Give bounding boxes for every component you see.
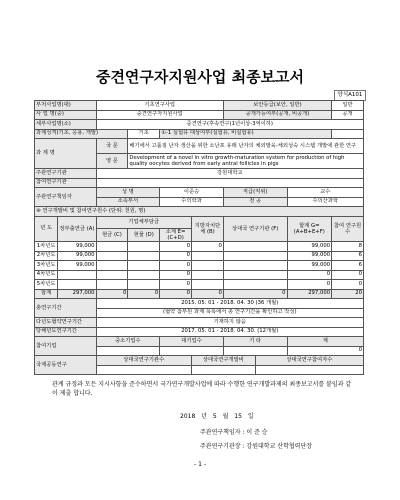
budget-cell-year: 2차년도: [35, 251, 58, 261]
budget-cell-year: 1차년도: [35, 242, 58, 252]
budget-cell-other: [223, 270, 287, 280]
budget-cell-people: 0: [332, 280, 364, 290]
period-year-value: 2017. 05. 01 - 2018. 04. 30. (12개월): [96, 327, 363, 337]
security-label: 보안등급(보안, 일반): [223, 101, 331, 111]
intl-c2-value: [192, 365, 256, 375]
animal-label: ①-1 실험유 대상여부(실험유, 비실험유): [160, 129, 332, 139]
name-label: 성 명: [96, 188, 160, 198]
english-title-value: Development of a novel in vitro growth-maturation system for production of high quality oocytes derived from early antral follicles in pigs: [128, 154, 364, 169]
row-field: [35, 129, 364, 139]
col-year: 년 도: [35, 216, 58, 242]
budget-cell-year: 3차년도: [35, 261, 58, 271]
row-period-total: [35, 299, 364, 309]
company-large: 대기업수: [160, 337, 224, 347]
budget-row: [35, 251, 364, 261]
row-detail: [35, 120, 364, 130]
company-label: 참여기업: [35, 337, 97, 356]
budget-cell-sub: 0: [160, 261, 192, 271]
budget-cell-year: 4차년도: [35, 270, 58, 280]
budget-cell-year: 5차년도: [35, 280, 58, 290]
budget-cell-sub: 0: [160, 270, 192, 280]
position-value: 교수: [287, 188, 363, 198]
col-company-group: 기업체부담금: [96, 216, 191, 228]
budget-cell-local: [192, 261, 224, 271]
budget-cell-sub: 0: [160, 280, 192, 290]
budget-cell-total: 0: [287, 270, 332, 280]
detail-value: 중견연구(후속연구(1년이상-3억이하): [96, 120, 363, 130]
company-large-value: [160, 346, 224, 356]
report-form-table: [34, 100, 364, 375]
company-sme: 중소기업수: [96, 337, 160, 347]
row-project: [35, 110, 364, 120]
company-sum-value: 0: [287, 346, 363, 356]
dept-value: 수의학과: [160, 197, 224, 207]
period-plan-value: 기재하지 않음: [96, 318, 363, 328]
col-cash: 현금 (C): [96, 228, 128, 242]
budget-cell-other: [223, 280, 287, 290]
budget-cell-total: 99,000: [287, 242, 332, 252]
budget-cell-cash: [96, 270, 128, 280]
budget-header-1: [35, 216, 364, 228]
budget-cell-people: 8: [332, 242, 364, 252]
budget-cell-inkind: [128, 261, 160, 271]
total-people: 20: [332, 289, 364, 299]
row-researcher-name: [35, 188, 364, 198]
public-label: 공개가능여부(공개, 비공개): [223, 110, 331, 120]
budget-cell-total: 0: [287, 280, 332, 290]
taskname-label: 과 제 명: [35, 139, 97, 169]
budget-row: [35, 270, 364, 280]
row-company-head: [35, 337, 364, 347]
budget-row: [35, 280, 364, 290]
budget-cell-gov: 99,000: [58, 242, 96, 252]
form-number: 양식A101: [334, 90, 366, 101]
budget-cell-inkind: [128, 242, 160, 252]
period-plan-label: 다년도협약연구기간: [35, 318, 97, 328]
total-other: 0: [223, 289, 287, 299]
budget-cell-inkind: [128, 251, 160, 261]
inst-label: 주관연구기관: [35, 169, 97, 179]
partner-label: 참여연구기관: [35, 178, 97, 188]
budget-cell-cash: [96, 242, 128, 252]
report-title: 중견연구자지원사업 최종보고서: [95, 68, 305, 86]
company-sum: 계: [287, 337, 363, 347]
dept-label: 소속부서: [96, 197, 160, 207]
row-intl-head: [35, 356, 364, 366]
row-partner: [35, 178, 364, 188]
budget-cell-total: 99,000: [287, 251, 332, 261]
intl-c3-value: [255, 365, 363, 375]
signature-researcher: 주관연구책임자 : 이 준 승: [200, 429, 268, 436]
period-total-label: 총연구기간: [35, 299, 97, 318]
detail-label: 세부사업명(소): [35, 120, 97, 130]
submission-date: 2018 년 5 월 15 일: [180, 413, 254, 420]
budget-cell-local: [192, 280, 224, 290]
intl-c1-value: [96, 365, 191, 375]
total-year: 합계: [35, 289, 58, 299]
inst-value: 강원대학교: [96, 169, 363, 179]
signature-institution: 주관연구기관장 : 강원대학교 산학협력단장: [200, 443, 313, 450]
budget-cell-cash: [96, 251, 128, 261]
row-bizname: [35, 101, 364, 111]
col-total: 합계 G=(A+B+E+F): [287, 216, 332, 242]
company-etc-value: [223, 346, 287, 356]
field-value: 기초: [128, 129, 160, 139]
project-label: 사 업 명(중): [35, 110, 97, 120]
budget-cell-people: 0: [332, 270, 364, 280]
budget-cell-cash: [96, 280, 128, 290]
budget-cell-inkind: [128, 270, 160, 280]
budget-cell-total: 99,000: [287, 261, 332, 271]
position-label: 직급(직위): [223, 188, 287, 198]
budget-title: ⑧ 연구개발비 및 참여연구원수 (단위: 천원, 명): [35, 207, 364, 217]
total-local: 0: [192, 289, 224, 299]
col-gov: 정부출연금 (A): [58, 216, 96, 242]
total-gov: 297,000: [58, 289, 96, 299]
total-cash: 0: [96, 289, 128, 299]
budget-cell-gov: [58, 280, 96, 290]
budget-row: [35, 261, 364, 271]
period-total-value: 2015. 05. 01 - 2018. 04. 30 (36 개월): [96, 299, 363, 309]
row-period-plan: [35, 318, 364, 328]
row-inst: [35, 169, 364, 179]
budget-row: [35, 242, 364, 252]
budget-cell-local: [192, 251, 224, 261]
col-people: 참여 연구원수: [332, 216, 364, 242]
page-number: - 1 -: [194, 461, 206, 468]
budget-cell-other: [223, 242, 287, 252]
budget-cell-people: 6: [332, 261, 364, 271]
budget-cell-sub: 0: [160, 251, 192, 261]
intl-c2: 상대국연구개발비: [192, 356, 256, 366]
total-sub: 0: [160, 289, 192, 299]
public-value: 공개: [332, 110, 364, 120]
intl-c1: 상대국연구기관수: [96, 356, 191, 366]
major-value: 수의산과학: [287, 197, 363, 207]
col-inkind: 현물 (D): [128, 228, 160, 242]
period-total-note: (협약 참부된 과제 목록에서 총 연구기간을 확인하고 작성): [96, 308, 363, 318]
bizname-label: 부처사업명(대): [35, 101, 97, 111]
english-label: 영 문: [96, 154, 128, 169]
submission-statement: 관계 규정과 모든 지시사항을 준수하면서 국가연구개발사업에 따라 수행한 연구개발과제의 최종보고서를 붙임과 같이 제출 합니다.: [52, 381, 352, 397]
field-label: 과제성격(기초, 응용, 개발): [35, 129, 128, 139]
researcher-label: 주관연구책임자: [35, 188, 97, 207]
budget-cell-sub: 0: [160, 242, 192, 252]
bizname-value: 기초연구사업: [96, 101, 223, 111]
company-etc: 기 타: [223, 337, 287, 347]
row-budget-title: [35, 207, 364, 217]
total-total: 297,000: [287, 289, 332, 299]
budget-cell-other: [223, 261, 287, 271]
budget-cell-other: [223, 251, 287, 261]
budget-cell-gov: [58, 270, 96, 280]
budget-total-row: [35, 289, 364, 299]
budget-cell-local: [192, 270, 224, 280]
total-inkind: 0: [128, 289, 160, 299]
partner-value: [96, 178, 363, 188]
intl-label: 국제공동연구: [35, 356, 97, 375]
budget-cell-gov: 99,000: [58, 261, 96, 271]
budget-cell-cash: [96, 261, 128, 271]
korean-label: 국 문: [96, 139, 128, 154]
budget-cell-people: 6: [332, 251, 364, 261]
row-period-year: [35, 327, 364, 337]
col-subtotal: 소계 E=(C+D): [160, 228, 192, 242]
col-local: 지방자치단체 (B): [192, 216, 224, 242]
period-year-label: 당해년도연구기간: [35, 327, 97, 337]
budget-cell-inkind: [128, 280, 160, 290]
animal-value: [332, 129, 364, 139]
security-value: 일반: [332, 101, 364, 111]
col-other: 상대국 연구기관 (F): [223, 216, 287, 242]
intl-c3: 상대국연구참여자수: [255, 356, 363, 366]
budget-cell-local: 0: [192, 242, 224, 252]
row-korean-title: [35, 139, 364, 154]
company-sme-value: [96, 346, 160, 356]
budget-cell-gov: 99,000: [58, 251, 96, 261]
major-label: 전 공: [223, 197, 287, 207]
project-value: 중견연구자지원사업: [96, 110, 223, 120]
budget-body: [35, 242, 364, 290]
korean-title-value: 배기에서 고품질 난자 생산을 위한 소난포 유래 난자의 체외발육-체외성숙 시스템 개발에 관한 연구: [128, 139, 364, 154]
name-value: 이준승: [160, 188, 224, 198]
